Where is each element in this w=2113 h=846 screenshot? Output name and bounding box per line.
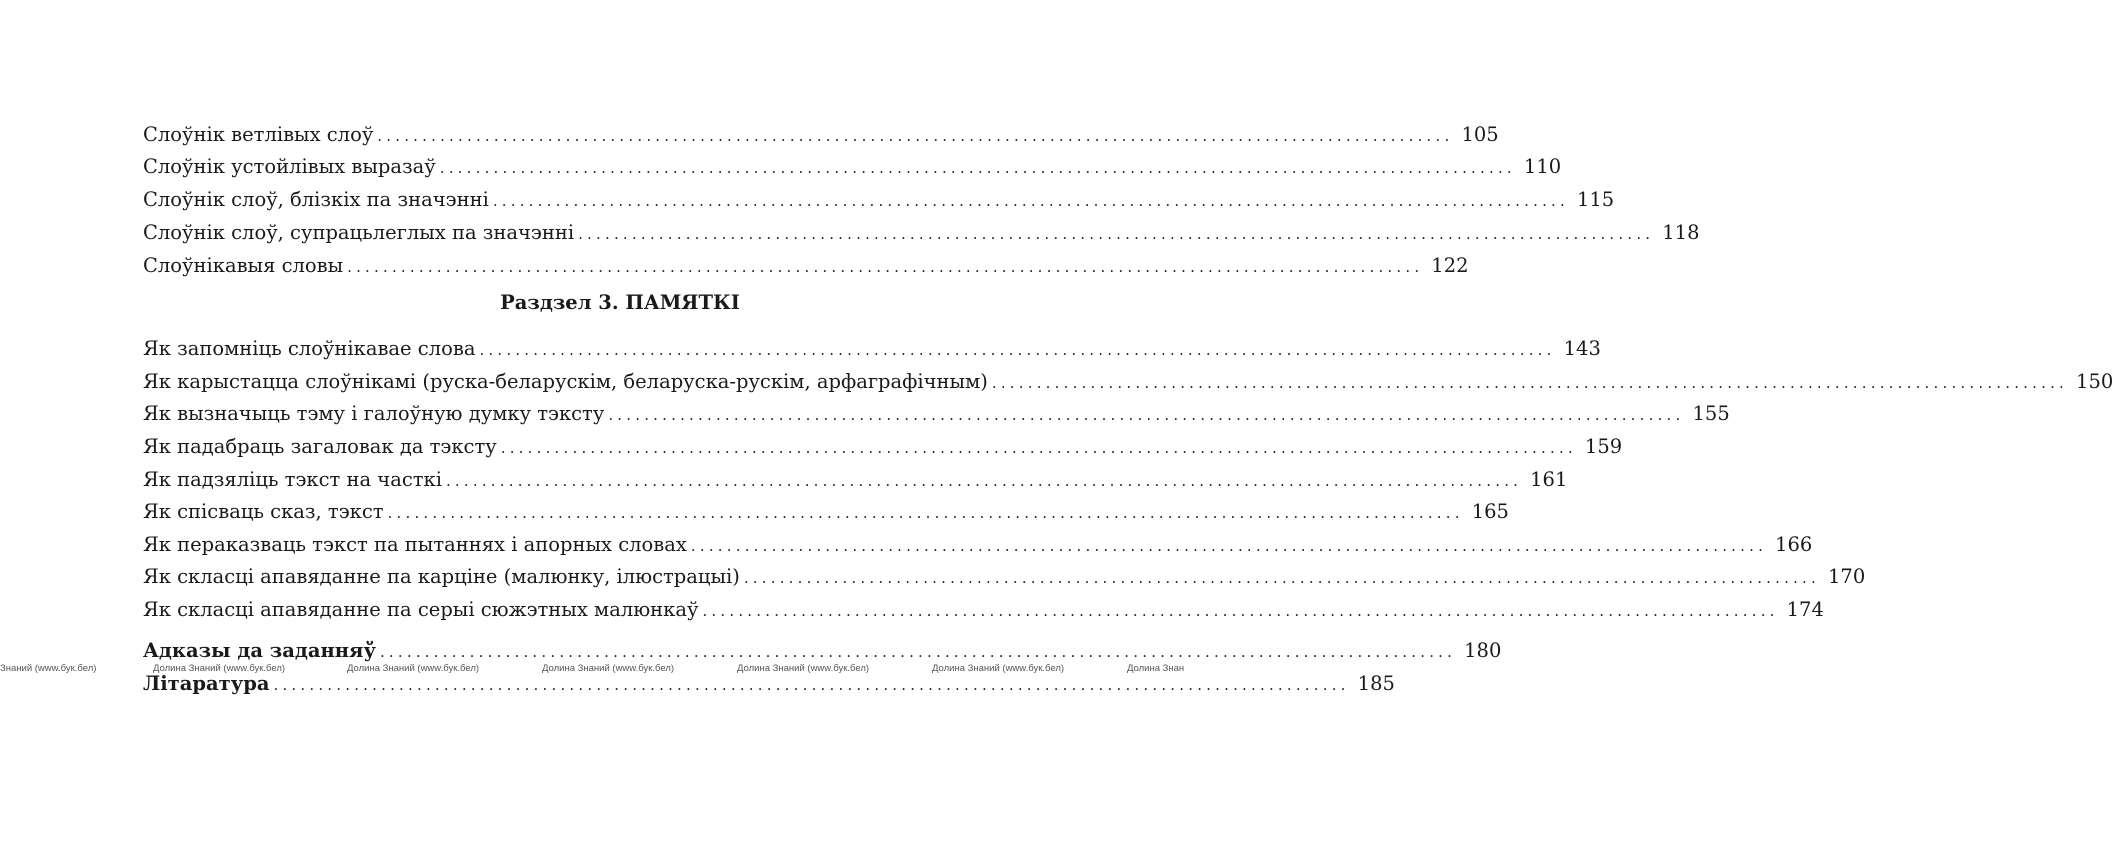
dot-leader: ........................................................................................................................ <box>743 569 1820 587</box>
toc-entry-title: Як скласці апавяданне па серыі сюжэтных малюнкаў <box>143 598 699 621</box>
dot-leader: ........................................................................................................................ <box>347 258 1424 276</box>
toc-entry-title: Слоўнік слоў, блізкіх па значэнні <box>143 188 489 211</box>
toc-entry[interactable] <box>143 334 1601 364</box>
toc-entry-page: 150 <box>2076 370 2113 393</box>
toc-entry-answers[interactable] <box>143 636 1502 666</box>
watermark-text: Долина Знан <box>1127 663 1185 674</box>
dot-leader: ........................................................................................................................ <box>608 406 1685 424</box>
toc-entry-page: 143 <box>1563 337 1601 360</box>
watermark-text: Долина Знаний (www.бук.бел) <box>737 663 870 674</box>
toc-entry-page: 118 <box>1662 221 1700 244</box>
watermark-text: Долина Знаний (www.бук.бел) <box>542 663 675 674</box>
toc-entry-title: Слоўнікавыя словы <box>143 254 344 277</box>
toc-entry-page: 159 <box>1584 435 1623 458</box>
toc-entry[interactable] <box>143 465 1568 495</box>
dot-leader: ........................................................................................................................ <box>492 192 1569 210</box>
dot-leader: ........................................................................................................................ <box>379 643 1457 661</box>
toc-entry-page: 161 <box>1530 468 1568 491</box>
toc-entry-page: 155 <box>1692 402 1730 425</box>
toc-entry-title: Як карыстацца слоўнікамі (руска-беларускім, беларуска-рускім, арфаграфічным) <box>143 370 988 393</box>
dot-leader: ........................................................................................................................ <box>377 127 1454 145</box>
toc-entry-page: 185 <box>1357 672 1395 695</box>
watermark-text: Долина Знаний (www.бук.бел) <box>153 663 286 674</box>
dot-leader: ........................................................................................................................ <box>500 439 1577 457</box>
dot-leader: ........................................................................................................................ <box>479 341 1556 359</box>
toc-entry[interactable] <box>143 399 1730 429</box>
toc-entry-title: Як вызначыць тэму і галоўную думку тэксту <box>143 402 605 425</box>
toc-entry-page: 122 <box>1431 254 1469 277</box>
toc-entry[interactable] <box>143 432 1623 462</box>
toc-entry[interactable] <box>143 120 1499 150</box>
watermark-text: Долина Знаний (www.бук.бел) <box>347 663 480 674</box>
dot-leader: ........................................................................................................................ <box>578 225 1655 243</box>
toc-entry[interactable] <box>143 185 1615 215</box>
toc-entry-title: Слоўнік устойлівых выразаў <box>143 155 436 178</box>
toc-entry-title: Слоўнік слоў, супрацьлеглых па значэнні <box>143 221 575 244</box>
watermark-text: Долина Знаний (www.бук.бел) <box>932 663 1065 674</box>
toc-entry[interactable] <box>143 562 1866 592</box>
dot-leader: ........................................................................................................................ <box>690 537 1768 555</box>
toc-entry[interactable] <box>143 251 1469 281</box>
dot-leader: ........................................................................................................................ <box>387 504 1464 522</box>
toc-entry-title: Слоўнік ветлівых слоў <box>143 123 374 146</box>
toc-entry-page: 115 <box>1576 188 1615 211</box>
toc-entry-page: 110 <box>1523 155 1562 178</box>
watermark-text: Знаний (www.бук.бел) <box>0 663 97 674</box>
watermark-strip <box>0 663 1200 679</box>
toc-entry-title: Як падабраць загаловак да тэксту <box>143 435 497 458</box>
toc-entry[interactable] <box>143 367 2113 397</box>
toc-entry-title: Як запомніць слоўнікавае слова <box>143 337 476 360</box>
toc-entry[interactable] <box>143 218 1700 248</box>
dot-leader: ........................................................................................................................ <box>445 472 1523 490</box>
toc-entry-title: Адказы да заданняў <box>143 639 376 662</box>
toc-entry-page: 174 <box>1786 598 1824 621</box>
toc-entry[interactable] <box>143 595 1824 625</box>
dot-leader: ........................................................................................................................ <box>702 602 1779 620</box>
dot-leader: ........................................................................................................................ <box>273 676 1350 694</box>
toc-entry[interactable] <box>143 530 1813 560</box>
toc-entry-title: Як спісваць сказ, тэкст <box>143 500 384 523</box>
section-heading: Раздзел 3. ПАМЯТКІ <box>500 291 740 314</box>
dot-leader: ........................................................................................................................ <box>439 159 1516 177</box>
toc-entry-page: 165 <box>1471 500 1509 523</box>
toc-entry-title: Як пераказваць тэкст па пытаннях і апорных словах <box>143 533 687 556</box>
toc-entry[interactable] <box>143 497 1509 527</box>
toc-entry-page: 105 <box>1461 123 1499 146</box>
toc-entry-title: Як скласці апавяданне па карціне (малюнку, ілюстрацыі) <box>143 565 740 588</box>
toc-entry-title: Як падзяліць тэкст на часткі <box>143 468 442 491</box>
dot-leader: ........................................................................................................................ <box>991 374 2069 392</box>
toc-entry[interactable] <box>143 152 1562 182</box>
toc-entry-page: 170 <box>1828 565 1866 588</box>
toc-entry-title: Літаратура <box>143 672 270 695</box>
toc-entry-page: 180 <box>1464 639 1502 662</box>
toc-entry-page: 166 <box>1775 533 1813 556</box>
